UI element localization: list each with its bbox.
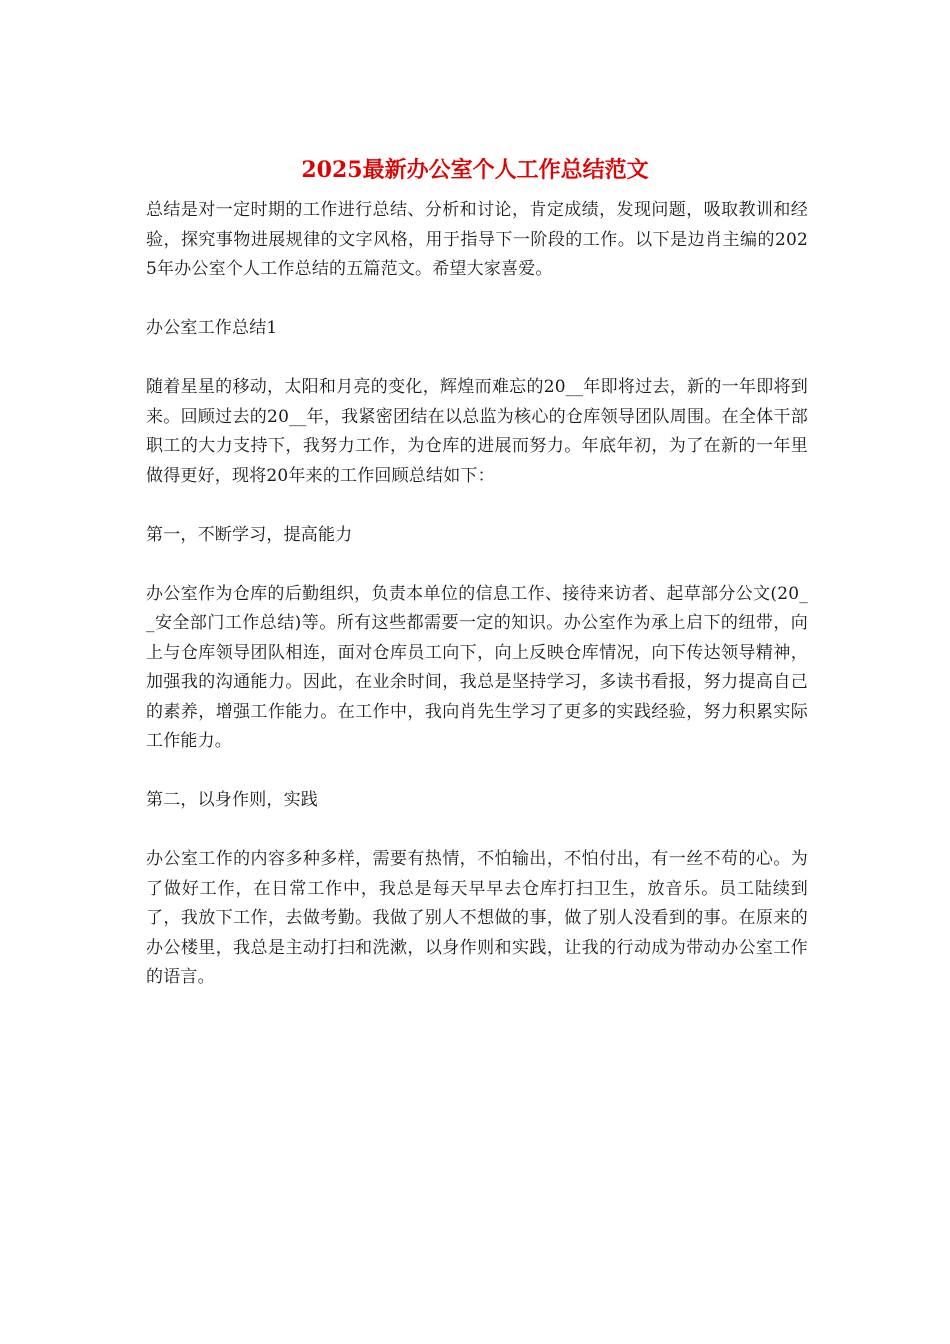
subheading-second: 第二，以身作则，实践 [146, 790, 318, 810]
body-paragraph: 办公室工作的内容多种多样，需要有热情，不怕输出，不怕付出，有一丝不苟的心。为了做好工作，在日常工作中，我总是每天早早去仓库打扫卫生，放音乐。员工陆续到了，我放下工作，去做考勤。我做了别人不想做的事，做了别人没看到的事。在原来的办公楼里，我总是主动打扫和洗漱，以身作则和实践，让我的行动成为带动办公室工作的语言。 [146, 849, 808, 987]
subheading-first: 第一，不断学习，提高能力 [146, 524, 353, 545]
section-heading-summary-1: 办公室工作总结1 [146, 318, 278, 338]
paragraph-spacer [146, 816, 808, 846]
body-paragraph: 随着星星的移动，太阳和月亮的变化，辉煌而难忘的20__年即将过去，新的一年即将到来。回顾过去的20__年，我紧密团结在以总监为核心的仓库领导团队周围。在全体干部职工的大力支持下，我努力工作，为仓库的进展而努力。年底年初，为了在新的一年里做得更好，现将20年来的工作回顾总结如下： [146, 377, 808, 486]
paragraph-spacer [146, 344, 808, 374]
paragraph-spacer [146, 285, 808, 315]
paragraph-spacer [146, 491, 808, 521]
body-paragraph: 办公室作为仓库的后勤组织，负责本单位的信息工作、接待来访者、起草部分公文(20__安全部门工作总结)等。所有这些都需要一定的知识。办公室作为承上启下的纽带，向上与仓库领导团队相连，面对仓库员工向下，向上反映仓库情况，向下传达领导精神，加强我的沟通能力。因此，在业余时间，我总是坚持学习，多读书看报，努力提高自己的素养，增强工作能力。在工作中，我向肖先生学习了更多的实践经验，努力积累实际工作能力。 [146, 583, 808, 751]
document-title: 2025最新办公室个人工作总结范文 [301, 157, 649, 183]
paragraph-spacer [146, 757, 808, 787]
paragraph-spacer [146, 550, 808, 580]
intro-paragraph: 总结是对一定时期的工作进行总结、分析和讨论，肯定成绩，发现问题，吸取教训和经验，探究事物进展规律的文字风格，用于指导下一阶段的工作。以下是边肖主编的2025年办公室个人工作总结的五篇范文。希望大家喜爱。 [146, 200, 808, 279]
document-body [146, 196, 808, 993]
